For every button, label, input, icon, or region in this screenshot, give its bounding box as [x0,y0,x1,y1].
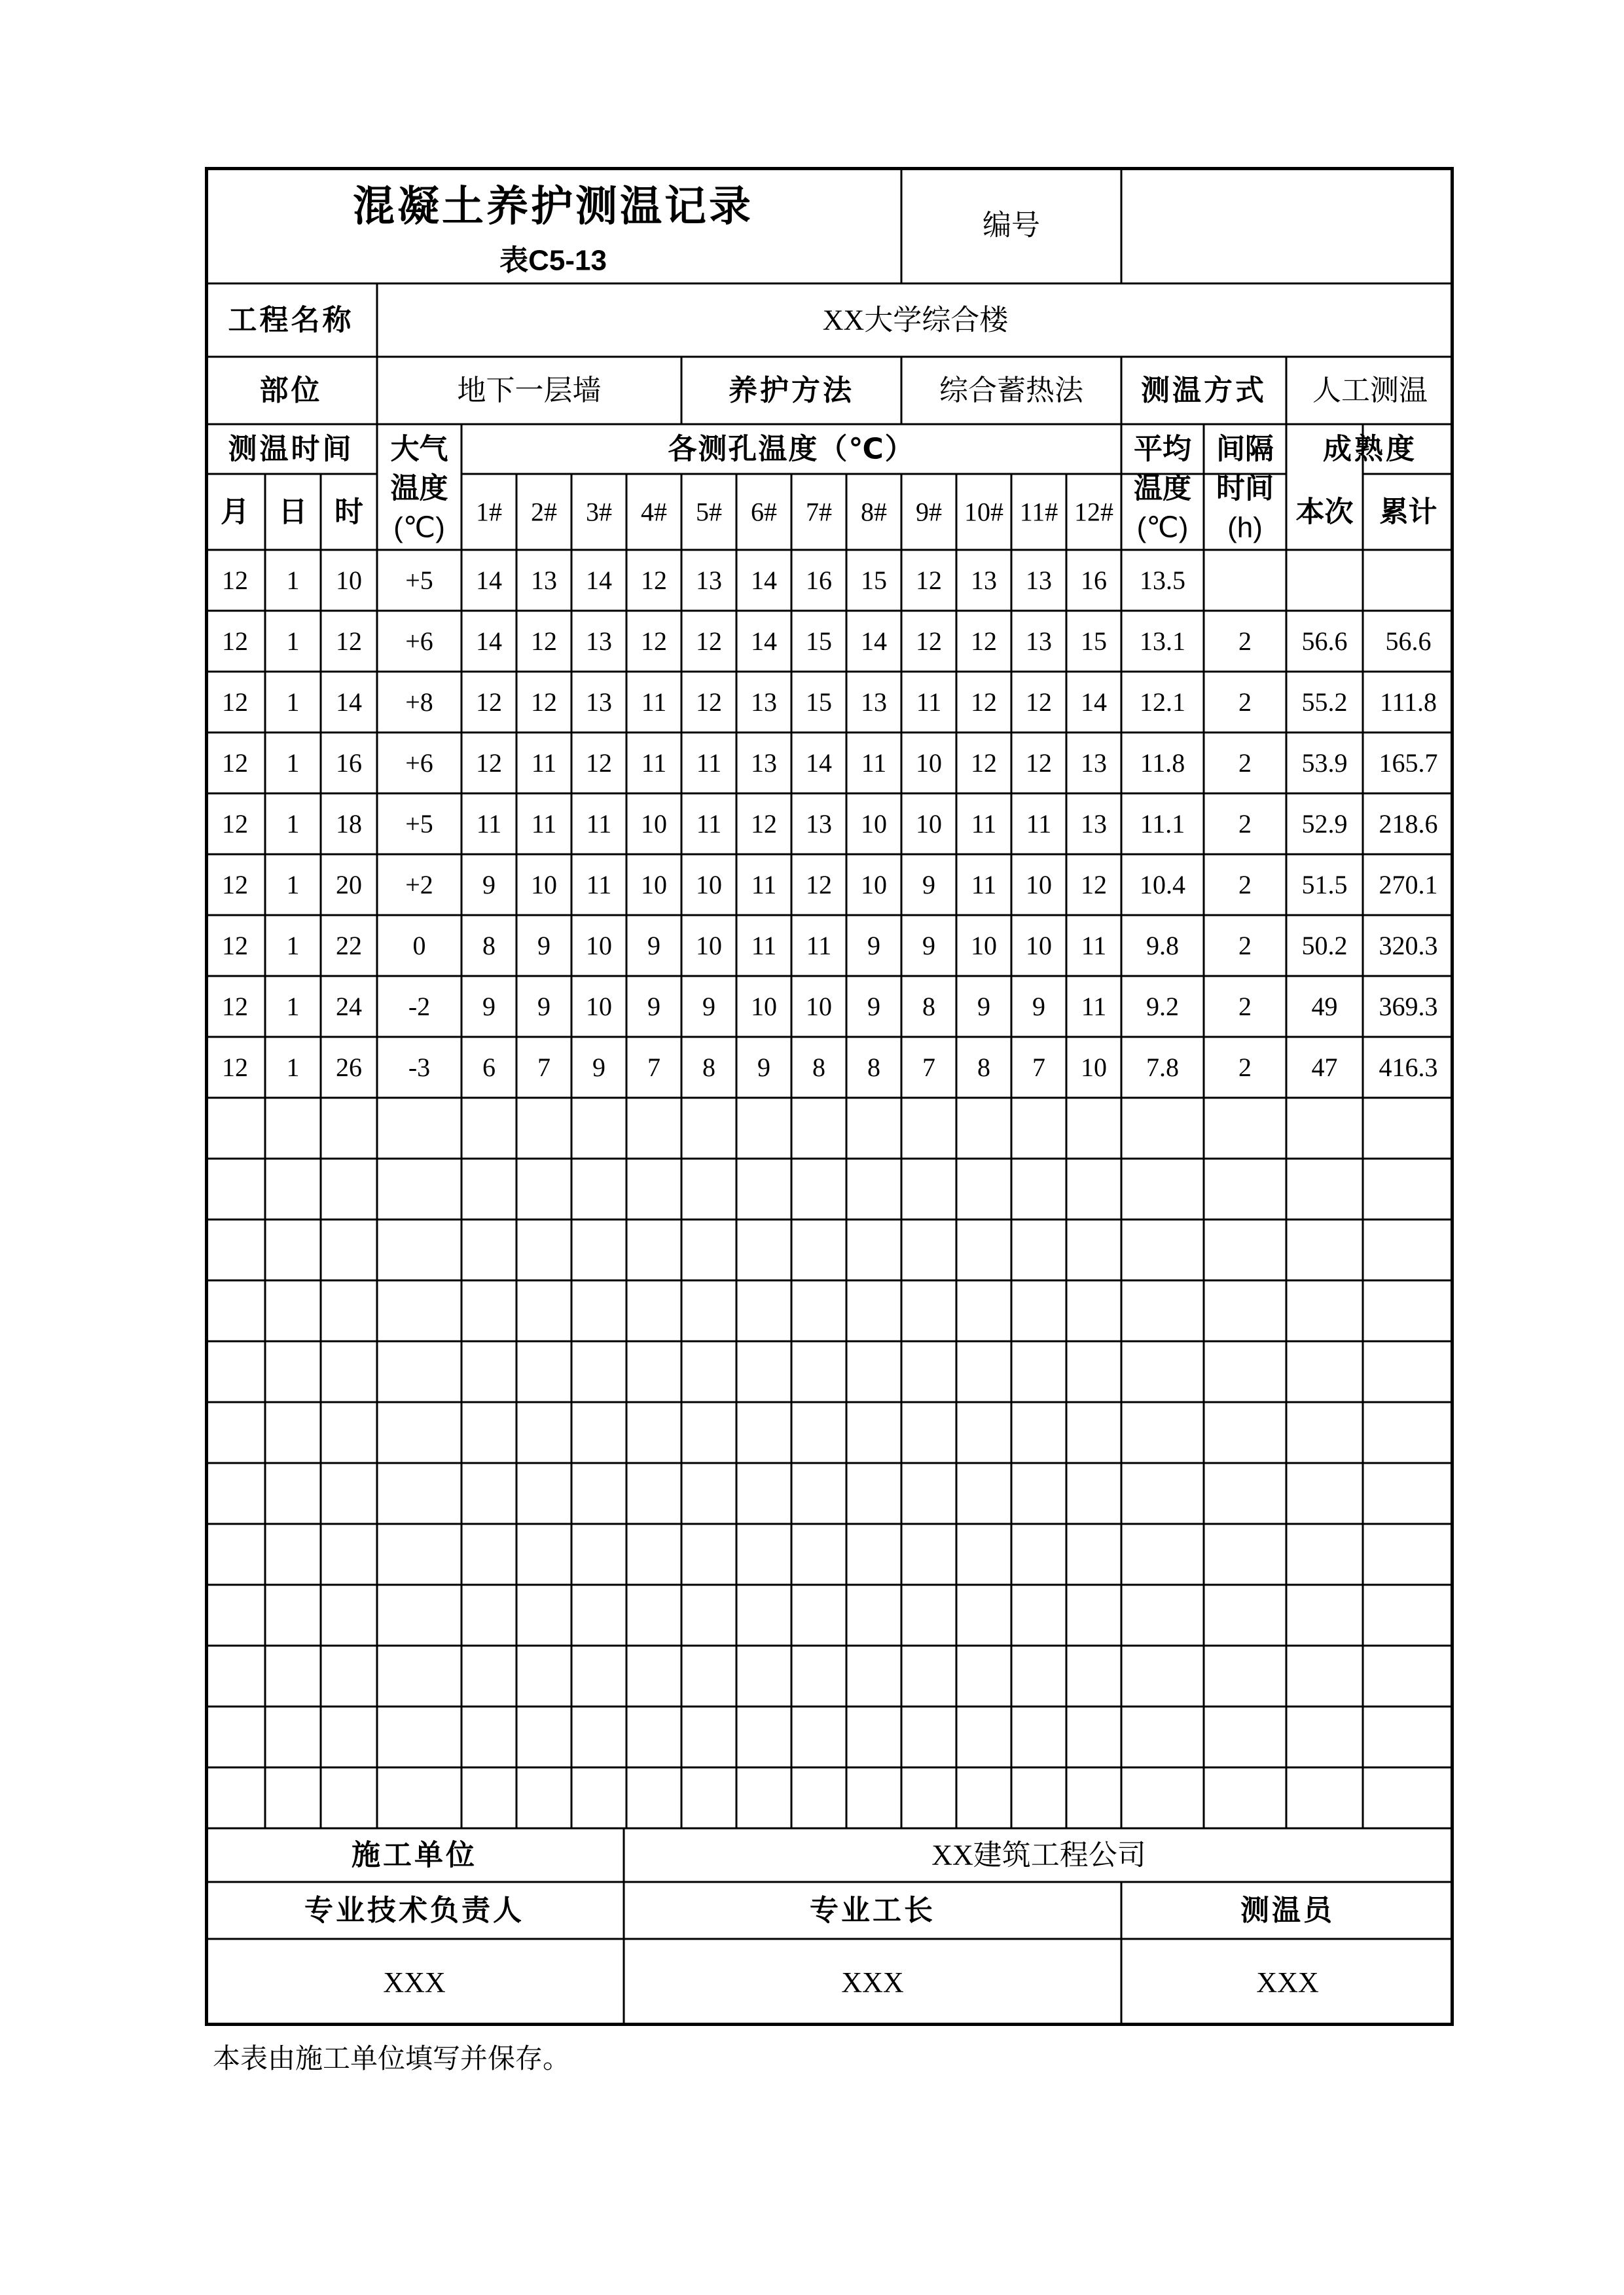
data-cell: 12 [971,748,997,778]
data-cell: 9 [922,931,935,960]
data-cell: 12 [222,931,248,960]
data-cell: 9 [482,992,496,1021]
header-hole-9: 9# [916,497,942,527]
header-maturity-total: 累计 [1379,496,1437,528]
data-cell: 2 [1238,1053,1252,1082]
data-cell: 7 [922,1053,935,1082]
data-cell: 8 [922,992,935,1021]
data-cell: 320.3 [1379,931,1438,960]
foreman-label: 专业工长 [810,1894,935,1926]
data-cell: 16 [806,566,832,595]
data-cell: +2 [405,870,433,899]
data-cell: 13.1 [1140,626,1185,656]
data-cell: 12 [531,626,557,656]
data-cell: 12 [222,566,248,595]
measurer-label: 测温员 [1240,1894,1335,1926]
data-cell: 2 [1238,687,1252,717]
data-cell: 10 [531,870,557,899]
data-cell: 14 [476,566,502,595]
data-cell: 11 [641,687,667,717]
data-cell: 9 [867,931,880,960]
header-hole-3: 3# [586,497,612,527]
data-cell: 14 [476,626,502,656]
data-cell: 13 [751,687,777,717]
position-label: 部位 [259,374,323,407]
data-cell: 1 [286,626,300,656]
header-interval: (h) [1227,511,1263,544]
data-cell: 10 [641,870,667,899]
data-cell: 11 [1081,931,1107,960]
data-cell: 2 [1238,748,1252,778]
data-cell: 11 [751,870,777,899]
data-cell: 12 [336,626,362,656]
form-code: 表C5-13 [499,244,607,277]
header-hole-12: 12# [1074,497,1113,527]
data-cell: 12 [696,626,722,656]
data-cell: 9 [1032,992,1045,1021]
data-cell: 14 [751,566,777,595]
data-cell: 8 [702,1053,715,1082]
header-hole-5: 5# [696,497,722,527]
header-air-temp: 温度 [390,472,448,505]
header-hole-4: 4# [641,497,667,527]
data-cell: 10 [696,931,722,960]
data-cell: 12 [476,748,502,778]
data-cell: 11 [751,931,777,960]
data-cell: 12 [222,1053,248,1082]
data-cell: 14 [586,566,612,595]
data-cell: 12 [751,809,777,839]
data-cell: 9.8 [1146,931,1179,960]
header-maturity: 成熟度 [1323,433,1417,465]
data-cell: 2 [1238,931,1252,960]
data-cell: 9 [702,992,715,1021]
data-cell: 7 [537,1053,550,1082]
header-hour: 时 [334,496,363,528]
data-cell: 13.5 [1140,566,1185,595]
data-cell: 11 [696,748,722,778]
project-name-label: 工程名称 [228,304,354,336]
data-cell: 13 [1081,809,1107,839]
data-cell: 12 [696,687,722,717]
data-cell: 0 [412,931,426,960]
data-cell: 12 [806,870,832,899]
data-cell: 14 [1081,687,1107,717]
data-cell: 13 [806,809,832,839]
data-cell: 10 [586,992,612,1021]
data-cell: 12 [476,687,502,717]
data-cell: 10 [861,870,887,899]
data-cell: 8 [482,931,496,960]
header-hole-8: 8# [861,497,887,527]
data-cell: 26 [336,1053,362,1082]
data-cell: 53.9 [1301,748,1348,778]
curing-temperature-record-form [205,167,1454,2026]
header-hole-11: 11# [1019,497,1058,527]
curing-method-label: 养护方法 [729,374,854,407]
tech-lead-signature: XXX [383,1966,446,1998]
data-cell: 9 [592,1053,605,1082]
data-cell: 10 [971,931,997,960]
header-avg-temp: 温度 [1134,472,1191,505]
header-hole-1: 1# [476,497,502,527]
data-cell: 11 [971,809,997,839]
data-cell: 1 [286,870,300,899]
data-cell: 12 [641,626,667,656]
form-footnote: 本表由施工单位填写并保存。 [213,2044,571,2074]
header-hole-7: 7# [806,497,832,527]
construction-unit-label: 施工单位 [352,1839,477,1871]
curing-method-value: 综合蓄热法 [939,374,1083,407]
data-cell: 2 [1238,870,1252,899]
data-cell: 14 [861,626,887,656]
data-cell: 13 [586,687,612,717]
data-cell: 9 [867,992,880,1021]
data-cell: 165.7 [1379,748,1438,778]
data-cell: 416.3 [1379,1053,1438,1082]
data-cell: 12 [916,566,942,595]
data-cell: 369.3 [1379,992,1438,1021]
data-cell: 14 [806,748,832,778]
measurer-signature: XXX [1256,1966,1319,1998]
data-cell: +5 [405,809,433,839]
header-air-temp: (℃) [393,511,445,544]
data-cell: -2 [408,992,431,1021]
data-cell: 11 [916,687,942,717]
data-cell: 218.6 [1379,809,1438,839]
data-cell: 1 [286,809,300,839]
data-cell: 12 [1026,687,1052,717]
data-cell: 9 [977,992,990,1021]
header-interval: 时间 [1216,472,1274,505]
data-cell: 13 [531,566,557,595]
data-cell: 13 [586,626,612,656]
project-name-value: XX大学综合楼 [822,304,1009,336]
number-label: 编号 [983,209,1040,242]
data-cell: 8 [977,1053,990,1082]
data-cell: 11 [586,870,612,899]
data-cell: 9 [647,992,660,1021]
data-cell: 12 [531,687,557,717]
data-cell: 11 [861,748,887,778]
data-cell: 10 [916,748,942,778]
data-cell: 12 [222,870,248,899]
header-avg-temp: (℃) [1136,511,1189,544]
header-interval: 间隔 [1216,433,1274,465]
data-cell: 1 [286,566,300,595]
data-cell: 12 [586,748,612,778]
data-cell: 9 [647,931,660,960]
data-cell: 10 [696,870,722,899]
form-grid [205,167,1454,2026]
data-cell: 15 [806,687,832,717]
data-cell: 1 [286,992,300,1021]
data-cell: 10 [586,931,612,960]
data-cell: 13 [696,566,722,595]
header-hole-10: 10# [964,497,1003,527]
data-cell: 11 [806,931,832,960]
data-cell: 7 [1032,1053,1045,1082]
data-cell: 9 [482,870,496,899]
data-cell: 51.5 [1301,870,1348,899]
data-cell: 15 [806,626,832,656]
data-cell: 12 [222,748,248,778]
data-cell: 13 [1081,748,1107,778]
header-maturity-current: 本次 [1295,496,1354,528]
measure-method-label: 测温方式 [1141,374,1267,407]
measure-method-value: 人工测温 [1312,374,1428,407]
data-cell: 2 [1238,809,1252,839]
data-cell: 9.2 [1146,992,1179,1021]
data-cell: 11 [971,870,997,899]
construction-unit-value: XX建筑工程公司 [931,1839,1146,1871]
data-cell: 10 [751,992,777,1021]
data-cell: 9 [922,870,935,899]
header-hole-temps: 各测孔温度（℃） [668,433,915,465]
form-title: 混凝土养护测温记录 [353,183,753,230]
data-cell: 12.1 [1140,687,1185,717]
data-cell: 12 [971,687,997,717]
data-cell: 15 [1081,626,1107,656]
data-cell: 10 [1026,931,1052,960]
data-cell: 14 [336,687,362,717]
data-cell: 11 [696,809,722,839]
data-cell: 6 [482,1053,496,1082]
position-value: 地下一层墙 [457,374,602,407]
data-cell: 56.6 [1385,626,1432,656]
data-cell: +5 [405,566,433,595]
data-cell: 11 [641,748,667,778]
data-cell: 11.1 [1140,809,1185,839]
data-cell: 1 [286,687,300,717]
data-cell: 270.1 [1379,870,1438,899]
data-cell: 15 [861,566,887,595]
header-hole-2: 2# [531,497,557,527]
data-cell: 55.2 [1301,687,1348,717]
data-cell: 1 [286,1053,300,1082]
data-cell: 111.8 [1379,687,1437,717]
header-month: 月 [221,496,249,528]
data-cell: 52.9 [1301,809,1348,839]
data-cell: 18 [336,809,362,839]
data-cell: 10.4 [1140,870,1185,899]
data-cell: 1 [286,931,300,960]
data-cell: 10 [336,566,362,595]
data-cell: 12 [916,626,942,656]
data-cell: 12 [1081,870,1107,899]
data-cell: 11 [531,809,557,839]
data-cell: 47 [1311,1053,1338,1082]
data-cell: 24 [336,992,362,1021]
data-cell: 7 [647,1053,660,1082]
data-cell: 10 [1026,870,1052,899]
data-cell: 13 [861,687,887,717]
data-cell: 49 [1311,992,1338,1021]
header-hole-6: 6# [751,497,777,527]
data-cell: 11.8 [1140,748,1185,778]
data-cell: 22 [336,931,362,960]
data-cell: 12 [641,566,667,595]
data-cell: 12 [222,687,248,717]
data-cell: 2 [1238,992,1252,1021]
data-cell: 56.6 [1301,626,1348,656]
data-cell: 11 [476,809,502,839]
data-cell: 11 [1026,809,1052,839]
data-cell: 10 [916,809,942,839]
data-cell: 20 [336,870,362,899]
data-cell: 10 [861,809,887,839]
foreman-signature: XXX [841,1966,904,1998]
data-cell: 9 [537,931,550,960]
data-cell: +6 [405,626,433,656]
data-cell: 12 [222,992,248,1021]
data-cell: 10 [1081,1053,1107,1082]
data-cell: 10 [641,809,667,839]
data-cell: 8 [812,1053,825,1082]
data-cell: 9 [757,1053,770,1082]
data-cell: 2 [1238,626,1252,656]
data-cell: 12 [222,809,248,839]
data-cell: 14 [751,626,777,656]
data-cell: 16 [1081,566,1107,595]
data-cell: 7.8 [1146,1053,1179,1082]
data-cell: 10 [806,992,832,1021]
data-cell: 16 [336,748,362,778]
data-cell: 11 [1081,992,1107,1021]
tech-lead-label: 专业技术负责人 [304,1894,524,1926]
data-cell: 13 [1026,566,1052,595]
data-cell: 12 [971,626,997,656]
data-cell: 11 [531,748,557,778]
data-cell: 11 [586,809,612,839]
data-cell: 12 [1026,748,1052,778]
data-cell: 13 [971,566,997,595]
data-cell: 13 [1026,626,1052,656]
data-cell: +6 [405,748,433,778]
data-cell: -3 [408,1053,431,1082]
data-cell: 9 [537,992,550,1021]
data-cell: 1 [286,748,300,778]
header-air-temp: 大气 [390,433,448,465]
data-cell: +8 [405,687,433,717]
data-cell: 50.2 [1301,931,1348,960]
header-day: 日 [278,496,308,528]
data-cell: 8 [867,1053,880,1082]
data-cell: 12 [222,626,248,656]
data-cell: 13 [751,748,777,778]
header-measure-time: 测温时间 [228,433,354,465]
header-avg-temp: 平均 [1134,433,1191,465]
